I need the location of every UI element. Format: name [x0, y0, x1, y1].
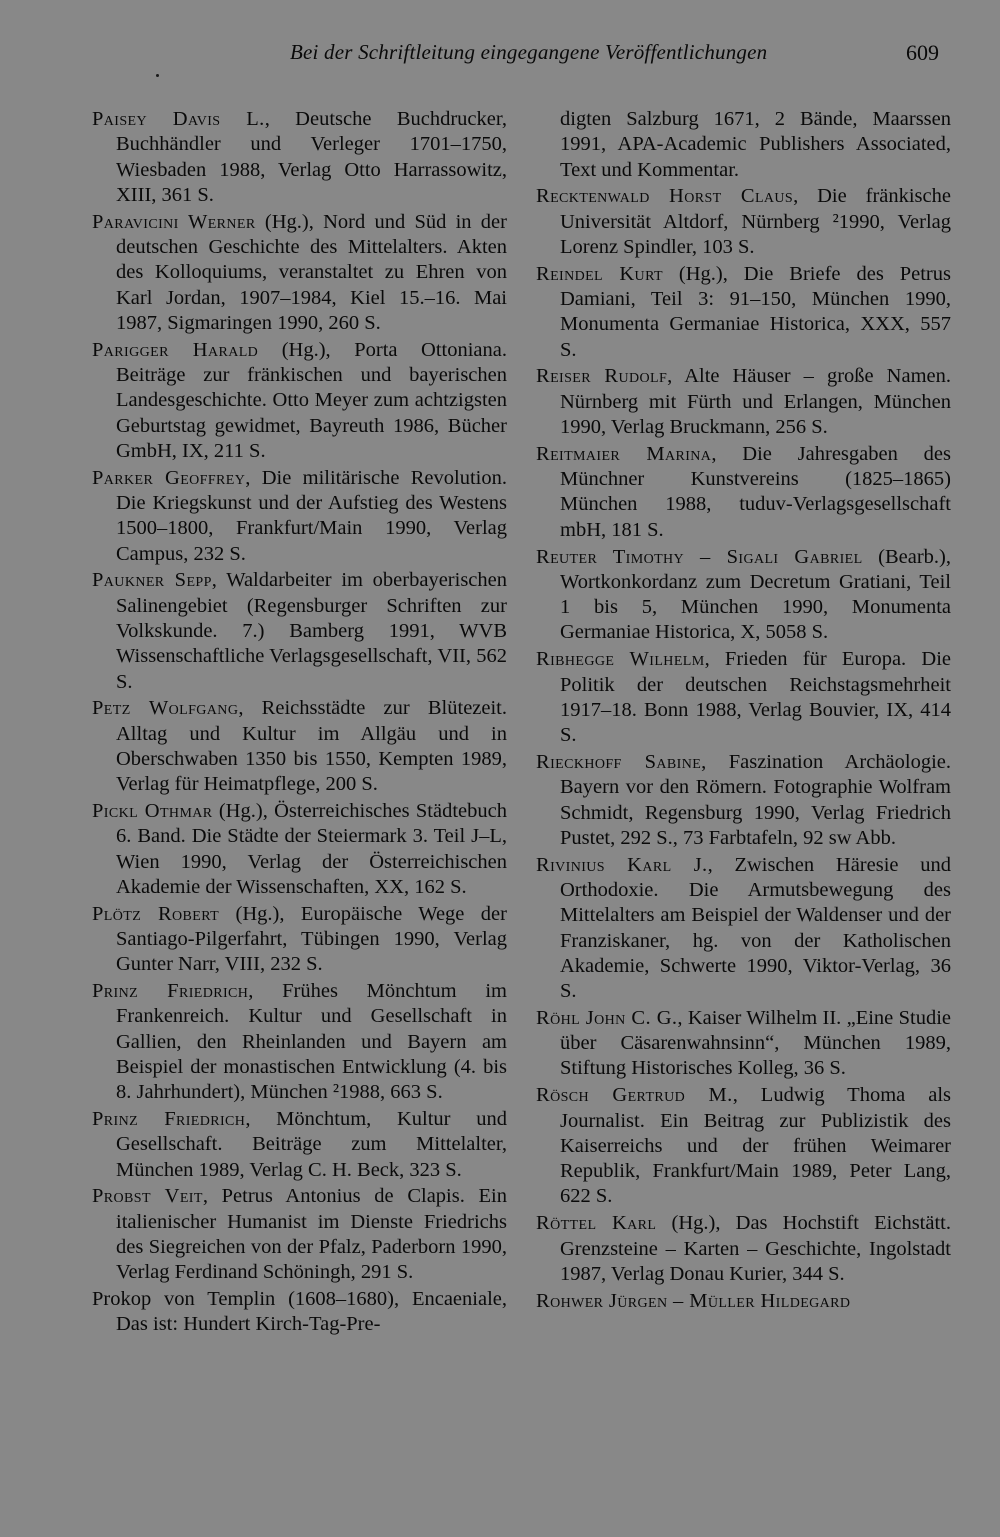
entry-text: (Bearb.), Wortkonkordanz zum Decretum Gratiani, Teil 1 bis 5, München 1990, Monumenta Germaniae Historica, X, 5058 S. — [560, 545, 951, 644]
bibliography-entry — [92, 979, 507, 1105]
entry-text: (Hg.), Europäische Wege der Santiago-Pilgerfahrt, Tübingen 1990, Verlag Gunter Narr, VIII, 232 S. — [116, 902, 507, 976]
entry-author: Parigger Harald — [92, 338, 259, 361]
bibliography-entry — [92, 1184, 507, 1285]
entry-text: (Hg.), Porta Ottoniana. Beiträge zur fränkischen und bayerischen Landesgeschichte. Otto Meyer zum achtzigsten Geburtstag gewidmet, Bayreuth 1986, Bücher GmbH, IX, 211 S. — [116, 338, 507, 462]
entry-text: , Mönchtum, Kultur und Gesellschaft. Beiträge zum Mittelalter, München 1989, Verlag C. H. Beck, 323 S. — [116, 1108, 507, 1181]
bibliography-entry — [536, 442, 951, 543]
bibliography-entry — [92, 1107, 507, 1183]
page-number: 609 — [906, 40, 939, 65]
entry-author: Prinz Friedrich — [92, 1108, 246, 1131]
bibliography-entry — [536, 1006, 951, 1082]
entry-author: Ribhegge Wilhelm — [536, 648, 705, 671]
entry-text: , Waldarbeiter im oberbayerischen Salinengebiet (Regensburger Schriften zur Volkskunde. 7.) Bamberg 1991, WVB Wissenschaftliche Verlagsgesellschaft, VII, 562 S. — [116, 569, 507, 693]
bibliography-entry — [92, 568, 507, 694]
bibliography-entry — [536, 1211, 951, 1287]
entry-text: , Reichsstädte zur Blütezeit. Alltag und Kultur im Allgäu und in Oberschwaben 1350 bis 1550, Kempten 1989, Verlag für Heimatpflege, 200 S. — [116, 697, 508, 796]
entry-author: Röttel Karl — [536, 1212, 657, 1235]
bibliography-entry — [92, 1287, 507, 1338]
running-title: Bei der Schriftleitung eingegangene Veröffentlichungen — [290, 40, 768, 64]
entry-author: Reindel Kurt — [536, 262, 663, 285]
bibliography-entry — [92, 107, 507, 208]
entry-author: Pickl Othmar — [92, 800, 213, 823]
bibliography-entry — [536, 647, 951, 748]
bibliography-entry — [536, 184, 951, 260]
entry-author: Reuter Timothy – Sigali Gabriel — [536, 545, 863, 568]
entry-author: Paukner Sepp — [92, 569, 212, 592]
entry-author: Paravicini Werner — [92, 210, 256, 233]
entry-author: Reitmaier Marina — [536, 442, 712, 465]
entry-text: , Die Jahresgaben des Münchner Kunstvereins (1825–1865) München 1988, tuduv-Verlagsgesellschaft mbH, 181 S. — [560, 442, 951, 541]
entry-author: Reiser Rudolf — [536, 365, 668, 388]
page-header — [0, 40, 1000, 70]
left-column — [92, 107, 507, 1339]
entry-text: (Hg.), Österreichisches Städtebuch 6. Band. Die Städte der Steiermark 3. Teil J–L, Wien 1990, Verlag der Österreichischen Akademie der Wissenschaften, XX, 162 S. — [116, 800, 507, 898]
entry-author: Rohwer Jürgen – Müller Hildegard — [536, 1289, 851, 1312]
entry-text: digten Salzburg 1671, 2 Bände, Maarssen 1991, APA-Academic Publishers Associated, Text und Kommentar. — [560, 108, 951, 181]
entry-text: , Alte Häuser – große Namen. Nürnberg mit Fürth und Erlangen, München 1990, Verlag Bruckmann, 256 S. — [560, 365, 951, 439]
bibliography-entry — [92, 799, 507, 900]
entry-text: (Hg.), Nord und Süd in der deutschen Geschichte des Mittelalters. Akten des Kolloquiums, veranstaltet zu Ehren von Karl Jordan, 1907–1984, Kiel 15.–16. Mai 1987, Sigmaringen 1990, 260 S. — [116, 210, 507, 334]
right-column — [536, 107, 951, 1315]
bibliography-entry — [92, 902, 507, 978]
bibliography-entry — [536, 364, 951, 440]
entry-text: Prokop von Templin (1608–1680), Encaeniale, Das ist: Hundert Kirch-Tag-Pre- — [92, 1288, 507, 1336]
bibliography-entry — [536, 1083, 951, 1209]
entry-author: Rivinius Karl J. — [536, 853, 708, 876]
entry-text: , Zwischen Häresie und Orthodoxie. Die Armutsbewegung des Mittelalters am Beispiel der Waldenser und der Franziskaner, hg. von der Katholischen Akademie, Schwerte 1990, Viktor-Verlag, 36 S. — [560, 853, 951, 1003]
entry-author: Recktenwald Horst Claus — [536, 185, 794, 208]
entry-text: , Faszination Archäologie. Bayern vor den Römern. Fotographie Wolfram Schmidt, Regensburg 1990, Verlag Friedrich Pustet, 292 S., 73 Farbtafeln, 92 sw Abb. — [560, 750, 952, 849]
bibliography-entry — [536, 1289, 951, 1314]
bibliography-entry — [536, 262, 951, 363]
bibliography-entry — [536, 853, 951, 1005]
entry-text: , Frühes Mönchtum im Frankenreich. Kultur und Gesellschaft in Gallien, den Rheinlanden und Bayern am Beispiel der monastischen Entwicklung (4. bis 8. Jahrhundert), München ²1988, 663 S. — [116, 980, 507, 1104]
entry-text: , Die fränkische Universität Altdorf, Nürnberg ²1990, Verlag Lorenz Spindler, 103 S. — [560, 185, 951, 258]
entry-text: , Die militärische Revolution. Die Kriegskunst und der Aufstieg des Westens 1500–1800, Frankfurt/Main 1990, Verlag Campus, 232 S. — [116, 466, 507, 565]
entry-text: , Deutsche Buchdrucker, Buchhändler und Verleger 1701–1750, Wiesbaden 1988, Verlag Otto Harrassowitz, XIII, 361 S. — [116, 108, 507, 206]
bibliography-entry — [92, 338, 507, 464]
entry-text: , Petrus Antonius de Clapis. Ein italienischer Humanist im Dienste Friedrichs des Siegreichen von der Pfalz, Paderborn 1990, Verlag Ferdinand Schöningh, 291 S. — [116, 1185, 507, 1284]
entry-author: Rösch Gertrud M. — [536, 1084, 733, 1107]
bibliography-entry — [92, 466, 507, 567]
bibliography-entry — [92, 696, 507, 797]
entry-text: , Frieden für Europa. Die Politik der deutschen Reichstagsmehrheit 1917–18. Bonn 1988, Verlag Bouvier, IX, 414 S. — [560, 648, 951, 747]
entry-author: Parker Geoffrey — [92, 466, 246, 489]
entry-text: , Ludwig Thoma als Journalist. Ein Beitrag zur Publizistik des Kaiserreichs und der frühen Weimarer Republik, Frankfurt/Main 1989, Peter Lang, 622 S. — [560, 1084, 952, 1208]
entry-author: Paisey Davis L. — [92, 108, 265, 130]
bibliography-entry — [536, 545, 951, 646]
entry-text: , Kaiser Wilhelm II. „Eine Studie über Cäsarenwahnsinn“, München 1989, Stiftung Historisches Kolleg, 36 S. — [560, 1006, 951, 1080]
entry-author: Petz Wolfgang — [92, 697, 239, 720]
bibliography-entry — [536, 107, 951, 183]
entry-author: Röhl John C. G. — [536, 1006, 678, 1029]
entry-text: (Hg.), Das Hochstift Eichstätt. Grenzsteine – Karten – Geschichte, Ingolstadt 1987, Verlag Donau Kurier, 344 S. — [560, 1212, 951, 1285]
bibliography-entry — [536, 750, 951, 851]
entry-author: Plötz Robert — [92, 902, 220, 925]
entry-text: (Hg.), Die Briefe des Petrus Damiani, Teil 3: 91–150, München 1990, Monumenta Germaniae Historica, XXX, 557 S. — [560, 262, 951, 361]
bibliography-entry — [92, 210, 507, 336]
entry-author: Probst Veit — [92, 1185, 203, 1208]
ink-speck — [156, 74, 159, 77]
entry-author: Rieckhoff Sabine — [536, 750, 702, 773]
entry-author: Prinz Friedrich — [92, 980, 249, 1003]
